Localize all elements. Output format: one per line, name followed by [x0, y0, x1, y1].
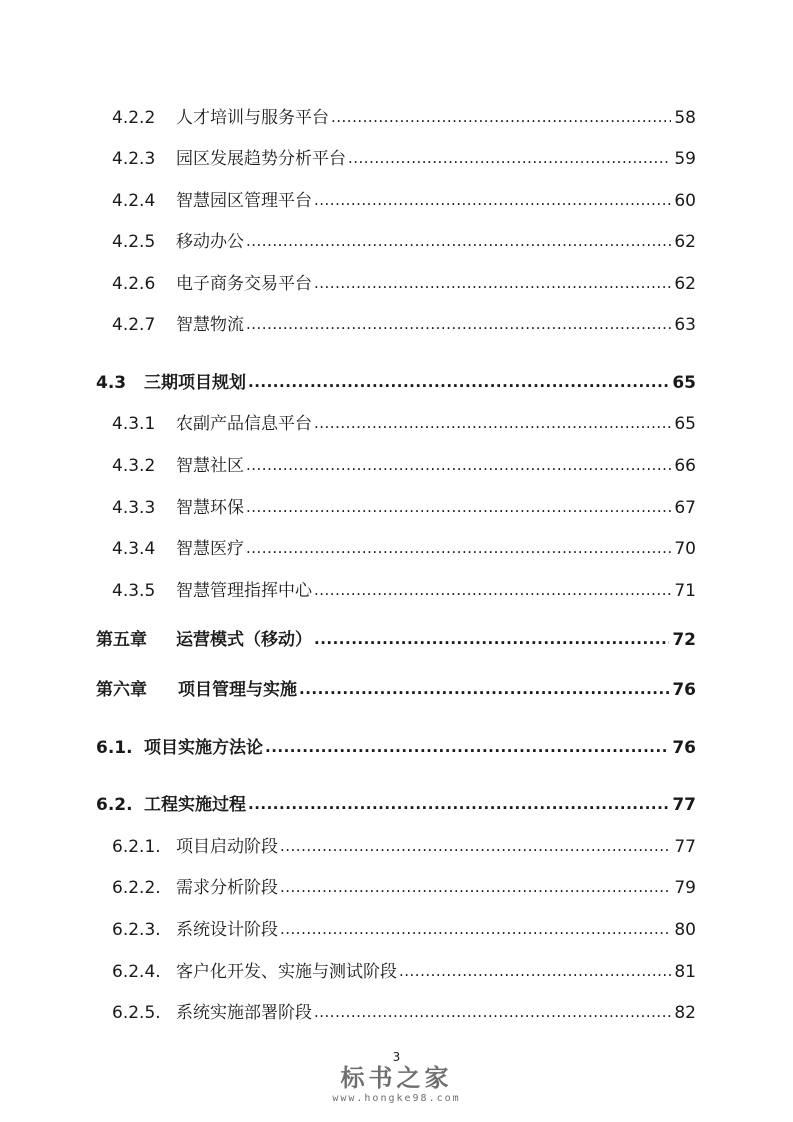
toc-entry-page: 72 [672, 630, 696, 650]
toc-entry-number: 6.2.3. [112, 920, 161, 940]
toc-entry-number: 4.3.3 [112, 498, 156, 518]
toc-entry-number: 6.2.2. [112, 878, 161, 898]
toc-entry-4-3-1[interactable] [112, 410, 696, 438]
toc-dot-leader [314, 270, 671, 298]
page-number: 3 [392, 1050, 401, 1064]
toc-dot-leader [246, 535, 671, 563]
toc-entry-4-3-3[interactable] [112, 494, 696, 522]
toc-entry-4-3[interactable] [96, 369, 696, 397]
toc-entry-number: 6.2.4. [112, 962, 161, 982]
toc-entry-title: 三期项目规划 [144, 373, 246, 393]
toc-entry-number: 第六章 [96, 680, 147, 700]
toc-entry-4-2-5[interactable] [112, 228, 696, 256]
toc-entry-number: 4.3.4 [112, 539, 156, 559]
toc-dot-leader [314, 626, 669, 654]
toc-entry-title: 项目启动阶段 [176, 837, 278, 857]
toc-dot-leader [399, 958, 671, 986]
toc-entry-page: 67 [674, 498, 696, 518]
toc-dot-leader [280, 916, 671, 944]
toc-entry-title: 农副产品信息平台 [176, 414, 312, 434]
toc-entry-title: 电子商务交易平台 [176, 274, 312, 294]
toc-entry-title: 智慧环保 [176, 498, 244, 518]
toc-entry-title: 需求分析阶段 [176, 878, 278, 898]
toc-entry-page: 82 [674, 1003, 696, 1023]
toc-entry-page: 76 [672, 680, 696, 700]
toc-entry-title: 智慧管理指挥中心 [176, 581, 312, 601]
toc-entry-title: 移动办公 [176, 232, 244, 252]
toc-dot-leader [265, 734, 669, 762]
toc-entry-number: 4.2.7 [112, 315, 156, 335]
toc-entry-number: 4.2.2 [112, 108, 156, 128]
toc-dot-leader [348, 145, 671, 173]
toc-entry-title: 客户化开发、实施与测试阶段 [176, 962, 397, 982]
toc-entry-title: 系统实施部署阶段 [176, 1003, 312, 1023]
toc-entry-number: 6.1. [96, 738, 133, 758]
toc-entry-page: 70 [674, 539, 696, 559]
toc-entry-chapter-5[interactable] [96, 626, 696, 654]
toc-entry-page: 65 [672, 373, 696, 393]
toc-dot-leader [246, 228, 671, 256]
toc-entry-4-2-2[interactable] [112, 104, 696, 132]
toc-entry-4-3-4[interactable] [112, 535, 696, 563]
watermark [0, 1064, 793, 1106]
toc-entry-6-2-4[interactable] [112, 958, 696, 986]
toc-entry-number: 第五章 [96, 630, 147, 650]
toc-entry-page: 65 [674, 414, 696, 434]
toc-entry-page: 62 [674, 232, 696, 252]
toc-entry-title: 智慧园区管理平台 [176, 191, 312, 211]
watermark-logo: 标书之家 [340, 1063, 453, 1092]
toc-dot-leader [248, 369, 669, 397]
toc-entry-title: 智慧物流 [176, 315, 244, 335]
toc-dot-leader [299, 676, 669, 704]
toc-dot-leader [280, 874, 671, 902]
toc-entry-page: 62 [674, 274, 696, 294]
toc-dot-leader [246, 452, 671, 480]
toc-dot-leader [314, 999, 671, 1027]
toc-entry-title: 人才培训与服务平台 [176, 108, 329, 128]
toc-entry-4-2-4[interactable] [112, 187, 696, 215]
toc-entry-page: 66 [674, 456, 696, 476]
toc-entry-number: 4.2.3 [112, 149, 156, 169]
toc-entry-page: 79 [674, 878, 696, 898]
toc-entry-6-2-1[interactable] [112, 833, 696, 861]
toc-dot-leader [314, 410, 671, 438]
toc-entry-4-2-3[interactable] [112, 145, 696, 173]
toc-dot-leader [314, 187, 671, 215]
toc-entry-number: 4.2.4 [112, 191, 156, 211]
toc-entry-title: 工程实施过程 [144, 795, 246, 815]
toc-entry-page: 77 [672, 795, 696, 815]
toc-entry-page: 71 [674, 581, 696, 601]
toc-entry-number: 6.2.1. [112, 837, 161, 857]
toc-entry-page: 81 [674, 962, 696, 982]
toc-entry-number: 4.3 [96, 373, 127, 393]
toc-dot-leader [331, 104, 671, 132]
toc-entry-page: 77 [674, 837, 696, 857]
toc-dot-leader [246, 311, 671, 339]
toc-dot-leader [280, 833, 671, 861]
toc-entry-title: 项目管理与实施 [178, 680, 297, 700]
toc-entry-number: 4.2.5 [112, 232, 156, 252]
toc-entry-page: 59 [674, 149, 696, 169]
toc-entry-number: 4.3.1 [112, 414, 156, 434]
toc-entry-6-2-2[interactable] [112, 874, 696, 902]
toc-entry-title: 项目实施方法论 [144, 738, 263, 758]
toc-entry-6-2-3[interactable] [112, 916, 696, 944]
toc-entry-page: 76 [672, 738, 696, 758]
toc-entry-title: 运营模式（移动） [176, 630, 312, 650]
toc-entry-6-1[interactable] [96, 734, 696, 762]
watermark-url: www.hongke98.com [332, 1093, 461, 1104]
toc-entry-number: 6.2. [96, 795, 133, 815]
toc-entry-4-3-2[interactable] [112, 452, 696, 480]
toc-entry-4-2-7[interactable] [112, 311, 696, 339]
toc-dot-leader [314, 577, 671, 605]
toc-entry-chapter-6[interactable] [96, 676, 696, 704]
toc-entry-number: 6.2.5. [112, 1003, 161, 1023]
toc-entry-page: 80 [674, 920, 696, 940]
toc-entry-4-2-6[interactable] [112, 270, 696, 298]
toc-entry-number: 4.3.5 [112, 581, 156, 601]
toc-entry-title: 智慧社区 [176, 456, 244, 476]
toc-entry-4-3-5[interactable] [112, 577, 696, 605]
toc-entry-6-2-5[interactable] [112, 999, 696, 1027]
toc-entry-number: 4.3.2 [112, 456, 156, 476]
toc-entry-title: 系统设计阶段 [176, 920, 278, 940]
toc-entry-title: 园区发展趋势分析平台 [176, 149, 346, 169]
toc-dot-leader [248, 791, 669, 819]
toc-entry-page: 60 [674, 191, 696, 211]
toc-entry-title: 智慧医疗 [176, 539, 244, 559]
toc-entry-6-2[interactable] [96, 791, 696, 819]
toc-entry-page: 58 [674, 108, 696, 128]
toc-entry-number: 4.2.6 [112, 274, 156, 294]
toc-entry-page: 63 [674, 315, 696, 335]
toc-dot-leader [246, 494, 671, 522]
